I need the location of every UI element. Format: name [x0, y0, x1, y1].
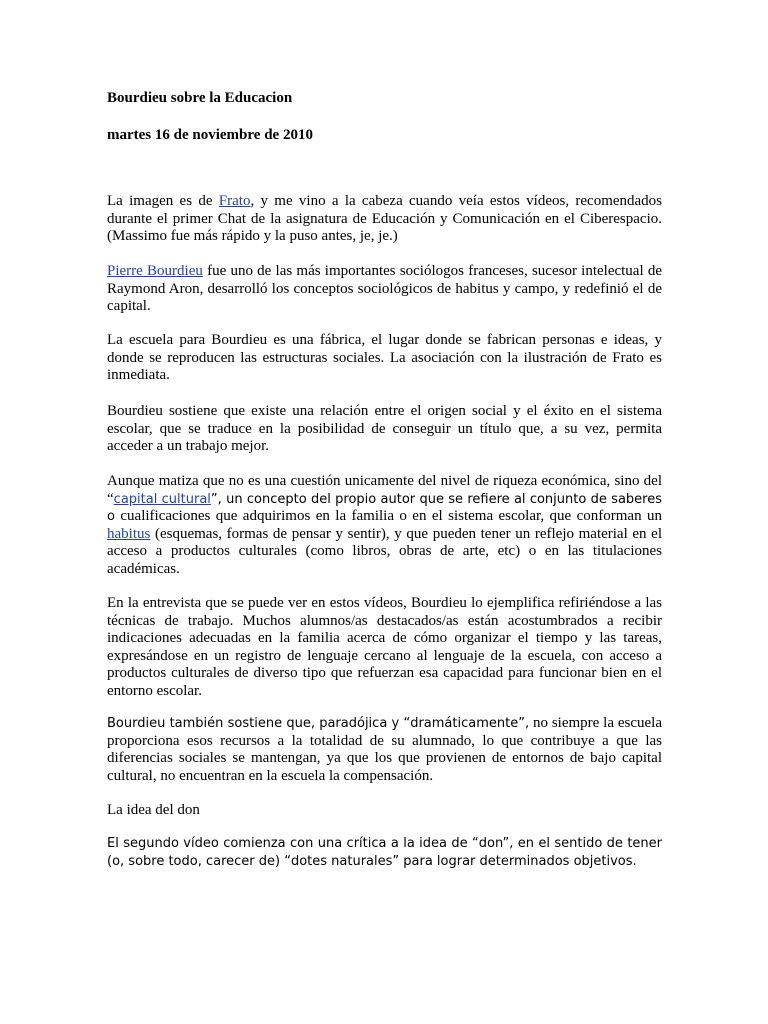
post-date: martes 16 de noviembre de 2010 [107, 127, 313, 143]
paragraph-2 [107, 263, 662, 316]
paragraph-1-text-b: , y me vino a la cabeza cuando veía estos vídeos, recomendados durante el primer Chat de la asignatura de Educación y Comunicación en el Ciberespacio. (Massimo fue más rápido y la puso antes, je, je.) [107, 193, 663, 244]
section-heading-la-idea-del-don: La idea del don [107, 802, 200, 818]
paragraph-5-text-a: Aunque matiza que no es una cuestión unicamente del nivel de riqueza económica, sino del “ [107, 473, 662, 507]
paragraph-7 [107, 715, 662, 785]
paragraph-2-text: fue uno de las más importantes sociólogos franceses, sucesor intelectual de Raymond Aron, desarrolló los conceptos sociológicos de habitus y campo, y redefinió el de capital. [107, 263, 663, 314]
paragraph-9: El segundo vídeo comienza con una crítica a la idea de “don”, en el sentido de tener (o, sobre todo, carecer de) “dotes naturales” para lograr determinados objetivos. [107, 836, 662, 869]
paragraph-5-text-c: cualificaciones que adquirimos en la familia o en el sistema escolar, que conforman un [114, 508, 662, 524]
capital-cultural-link[interactable]: capital cultural [113, 491, 211, 507]
paragraph-7-text-b: no siempre la escuela proporciona esos recursos a la totalidad de su alumnado, lo que contribuye a que las diferencias sociales se mantengan, ya que los que provienen de entornos de bajo capital cultural, no encuentran en la escuela la compensación. [107, 715, 662, 784]
paragraph-1-text-a: La imagen es de [107, 193, 219, 209]
habitus-link[interactable]: habitus [107, 525, 151, 542]
paragraph-5-text-d: (esquemas, formas de pensar y sentir), y que pueden tener un reflejo material en el acceso a productos culturales (como libros, obras de arte, etc) o en las titulaciones académicas. [107, 525, 662, 577]
paragraph-4: Bourdieu sostiene que existe una relación entre el origen social y el éxito en el sistema escolar, que se traduce en la posibilidad de conseguir un título que, a su vez, permita acceder a un trabajo mejor. [107, 403, 662, 454]
paragraph-5 [107, 473, 662, 578]
paragraph-5-text-b: ”, un concepto del propio autor que se refiere al conjunto de saberes o [107, 491, 662, 524]
page-title: Bourdieu sobre la Educacion [107, 90, 293, 106]
paragraph-6: En la entrevista que se puede ver en estos vídeos, Bourdieu lo ejemplifica refiriéndose a las técnicas de trabajo. Muchos alumnos/as destacados/as están acostumbrados a recibir indicaciones adecuadas en la familia acerca de cómo organizar el tiempo y las tareas, expresándose en un registro de lenguaje cercano al lenguaje de la escuela, con acceso a productos culturales de diverso tipo que refuerzan esa capacidad para funcionar bien en el entorno escolar. [107, 595, 662, 699]
paragraph-3: La escuela para Bourdieu es una fábrica, el lugar donde se fabrican personas e ideas, y donde se reproducen las estructuras sociales. La asociación con la ilustración de Frato es inmediata. [107, 332, 662, 383]
pierre-bourdieu-link[interactable]: Pierre Bourdieu [107, 263, 203, 279]
paragraph-1 [107, 193, 662, 246]
frato-link[interactable]: Frato [218, 193, 251, 209]
paragraph-7-text-a: Bourdieu también sostiene que, paradójica y “dramáticamente”, [107, 716, 530, 731]
